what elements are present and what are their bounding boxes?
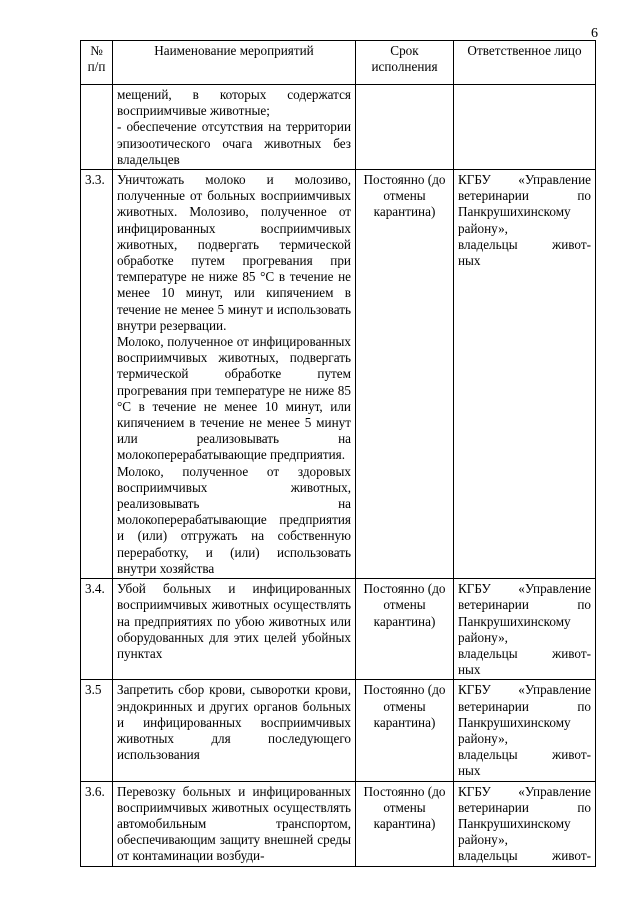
responsible-line: району», bbox=[458, 832, 508, 848]
measure-paragraph: - обеспечение отсутствия на территории эпизоотического очага животных без владельцев bbox=[117, 119, 351, 167]
term-cell: Постоянно (до отмены карантина) bbox=[356, 579, 454, 680]
measure-paragraph: мещений, в которых содержатся восприимчивые животные; bbox=[117, 87, 351, 119]
responsible-line: КГБУ «Управление bbox=[458, 172, 591, 188]
measure-paragraph: Перевозку больных и инфицированных восприимчивых животных осуществлять автомобильным транспортом, обеспечивающим защиту внешней среды от контаминации возбуди- bbox=[117, 783, 351, 864]
responsible-line: ных bbox=[458, 763, 481, 779]
responsible-line: ветеринарии по bbox=[458, 799, 591, 815]
responsible-line: владельцы живот- bbox=[458, 645, 591, 661]
row-num: 3.4. bbox=[81, 579, 113, 680]
responsible-line: Панкрушихинскому bbox=[458, 204, 571, 220]
responsible-line: владельцы живот- bbox=[458, 236, 591, 252]
header-name: Наименование мероприятий bbox=[113, 41, 356, 85]
measures-table bbox=[80, 40, 596, 867]
continuation-resp-cell bbox=[454, 85, 596, 170]
table-row bbox=[81, 170, 596, 579]
responsible-line: Панкрушихинскому bbox=[458, 613, 571, 629]
responsible-line: району», bbox=[458, 220, 508, 236]
term-cell: Постоянно (до отмены карантина) bbox=[356, 680, 454, 781]
responsible-cell bbox=[454, 680, 596, 781]
row-num: 3.5 bbox=[81, 680, 113, 781]
measure-cell bbox=[113, 781, 356, 866]
table-row bbox=[81, 680, 596, 781]
responsible-cell bbox=[454, 579, 596, 680]
measure-paragraph: Уничтожать молоко и молозиво, полученные от больных восприимчивых животных. Молозиво, полученное от инфицированных восприимчивых животных, подвергать термической обработке путем прогревания при температуре не ниже 85 °С в течение не менее 10 минут, или кипячением в течение не менее 5 минут и использовать внутри резервации. bbox=[117, 172, 351, 333]
continuation-term-cell bbox=[356, 85, 454, 170]
table-row bbox=[81, 579, 596, 680]
responsible-line: району», bbox=[458, 730, 508, 746]
page-number: 6 bbox=[591, 26, 598, 41]
measure-cell bbox=[113, 579, 356, 680]
term-cell: Постоянно (до отмены карантина) bbox=[356, 170, 454, 579]
responsible-line: КГБУ «Управление bbox=[458, 783, 591, 799]
measure-paragraph: Запретить сбор крови, сыворотки крови, эндокринных и других органов больных и инфицированных восприимчивых животных для последующего использования bbox=[117, 682, 351, 763]
measure-cell bbox=[113, 680, 356, 781]
responsible-line: району», bbox=[458, 629, 508, 645]
measure-paragraph: Убой больных и инфицированных восприимчивых животных осуществлять на предприятиях по убою животных или оборудованных для этих целей убойных пунктах bbox=[117, 581, 351, 661]
responsible-line: владельцы живот- bbox=[458, 848, 591, 864]
responsible-line: владельцы живот- bbox=[458, 747, 591, 763]
responsible-line: ветеринарии по bbox=[458, 597, 591, 613]
row-num: 3.6. bbox=[81, 781, 113, 866]
responsible-line: КГБУ «Управление bbox=[458, 581, 591, 597]
continuation-num-cell bbox=[81, 85, 113, 170]
continuation-name-cell bbox=[113, 85, 356, 170]
responsible-line: Панкрушихинскому bbox=[458, 815, 571, 831]
measure-cell bbox=[113, 170, 356, 579]
header-resp: Ответственное лицо bbox=[454, 41, 596, 85]
measure-paragraph: Молоко, полученное от здоровых восприимчивых животных, реализовывать на молокоперерабатывающие предприятия и (или) отгружать на собственную переработку, и (или) использовать внутри хозяйства bbox=[117, 463, 351, 576]
table-header-row bbox=[81, 41, 596, 85]
responsible-cell bbox=[454, 170, 596, 579]
table-row-continuation bbox=[81, 85, 596, 170]
term-cell: Постоянно (до отмены карантина) bbox=[356, 781, 454, 866]
header-num: № п/п bbox=[81, 41, 113, 85]
responsible-line: ных bbox=[458, 253, 481, 269]
responsible-line: ветеринарии по bbox=[458, 188, 591, 204]
header-term: Срок исполнения bbox=[356, 41, 454, 85]
measure-paragraph: Молоко, полученное от инфицированных восприимчивых животных, подвергать термической обработке путем прогревания при температуре не ниже 85 °С в течение не менее 10 минут, или кипячением в течение не менее 5 минут или реализовывать на молокоперерабатывающие предприятия. bbox=[117, 334, 351, 463]
responsible-line: ных bbox=[458, 662, 481, 678]
responsible-cell bbox=[454, 781, 596, 866]
row-num: 3.3. bbox=[81, 170, 113, 579]
table-row bbox=[81, 781, 596, 866]
responsible-line: Панкрушихинскому bbox=[458, 714, 571, 730]
responsible-line: ветеринарии по bbox=[458, 698, 591, 714]
responsible-line: КГБУ «Управление bbox=[458, 682, 591, 698]
